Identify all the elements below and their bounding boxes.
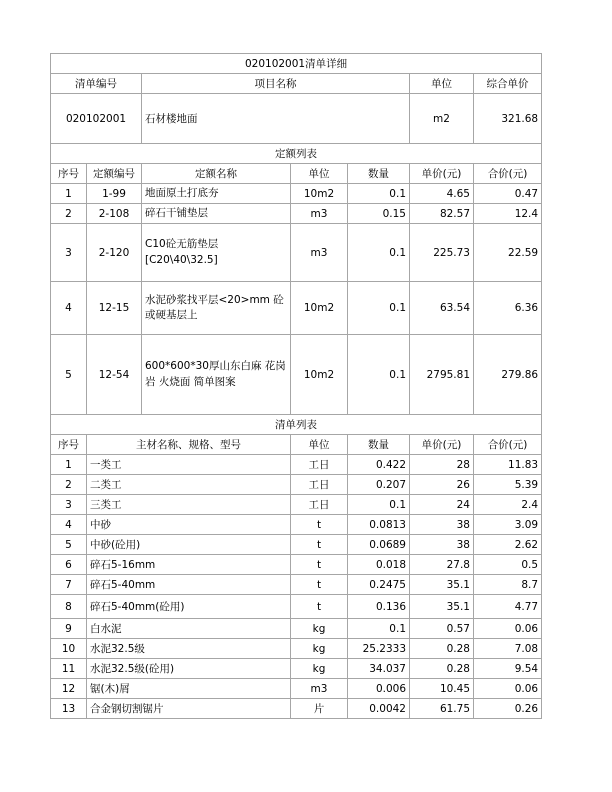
material-row <box>51 495 542 515</box>
materials-header-qty: 数量 <box>348 435 410 455</box>
quota-name: C10砼无筋垫层[C20\40\32.5] <box>142 224 291 282</box>
quota-code: 2-120 <box>87 224 142 282</box>
item-header-row <box>51 74 542 94</box>
material-seq: 8 <box>51 595 87 619</box>
quota-qty: 0.1 <box>348 335 410 415</box>
material-row <box>51 475 542 495</box>
material-row <box>51 555 542 575</box>
quota-unit: 10m2 <box>291 335 348 415</box>
main-table <box>50 53 542 719</box>
materials-header-seq: 序号 <box>51 435 87 455</box>
materials-header-row <box>51 435 542 455</box>
material-seq: 11 <box>51 659 87 679</box>
quota-row <box>51 335 542 415</box>
quota-unit: m3 <box>291 204 348 224</box>
material-total: 5.39 <box>474 475 542 495</box>
quota-price: 82.57 <box>410 204 474 224</box>
material-unit: t <box>291 575 348 595</box>
material-row <box>51 679 542 699</box>
quota-total: 279.86 <box>474 335 542 415</box>
quota-header-unit: 单位 <box>291 164 348 184</box>
material-price: 38 <box>410 535 474 555</box>
material-unit: 工日 <box>291 475 348 495</box>
material-qty: 0.018 <box>348 555 410 575</box>
material-unit: kg <box>291 659 348 679</box>
quota-code: 2-108 <box>87 204 142 224</box>
materials-header-price: 单价(元) <box>410 435 474 455</box>
quota-name: 地面原土打底夯 <box>142 184 291 204</box>
material-total: 2.62 <box>474 535 542 555</box>
quota-code: 12-15 <box>87 282 142 335</box>
material-unit: t <box>291 535 348 555</box>
material-total: 8.7 <box>474 575 542 595</box>
quota-price: 225.73 <box>410 224 474 282</box>
doc-title: 020102001清单详细 <box>51 54 542 74</box>
material-seq: 12 <box>51 679 87 699</box>
material-unit: kg <box>291 639 348 659</box>
material-name: 合金钢切割锯片 <box>87 699 291 719</box>
material-price: 0.28 <box>410 639 474 659</box>
material-price: 24 <box>410 495 474 515</box>
material-name: 水泥32.5级(砼用) <box>87 659 291 679</box>
quota-total: 12.4 <box>474 204 542 224</box>
material-seq: 5 <box>51 535 87 555</box>
material-price: 61.75 <box>410 699 474 719</box>
material-total: 11.83 <box>474 455 542 475</box>
material-row <box>51 455 542 475</box>
col-header-code: 清单编号 <box>51 74 142 94</box>
quota-total: 22.59 <box>474 224 542 282</box>
quota-name: 水泥砂浆找平层<20>mm 砼或硬基层上 <box>142 282 291 335</box>
material-seq: 2 <box>51 475 87 495</box>
material-qty: 0.1 <box>348 619 410 639</box>
item-price: 321.68 <box>474 94 542 144</box>
materials-header-total: 合价(元) <box>474 435 542 455</box>
material-seq: 10 <box>51 639 87 659</box>
material-qty: 0.422 <box>348 455 410 475</box>
material-seq: 9 <box>51 619 87 639</box>
material-name: 二类工 <box>87 475 291 495</box>
material-row <box>51 639 542 659</box>
col-header-unit: 单位 <box>410 74 474 94</box>
quota-header-qty: 数量 <box>348 164 410 184</box>
material-total: 3.09 <box>474 515 542 535</box>
quota-header-row <box>51 164 542 184</box>
quota-total: 0.47 <box>474 184 542 204</box>
material-total: 7.08 <box>474 639 542 659</box>
material-total: 4.77 <box>474 595 542 619</box>
material-seq: 13 <box>51 699 87 719</box>
material-seq: 7 <box>51 575 87 595</box>
material-qty: 0.136 <box>348 595 410 619</box>
quota-row <box>51 204 542 224</box>
materials-header-unit: 单位 <box>291 435 348 455</box>
quota-qty: 0.1 <box>348 224 410 282</box>
quota-total: 6.36 <box>474 282 542 335</box>
item-row <box>51 94 542 144</box>
material-price: 0.57 <box>410 619 474 639</box>
material-qty: 0.1 <box>348 495 410 515</box>
material-row <box>51 575 542 595</box>
material-price: 38 <box>410 515 474 535</box>
quota-code: 1-99 <box>87 184 142 204</box>
quota-title: 定额列表 <box>51 144 542 164</box>
material-unit: 片 <box>291 699 348 719</box>
material-qty: 0.207 <box>348 475 410 495</box>
material-row <box>51 659 542 679</box>
material-unit: t <box>291 555 348 575</box>
quota-qty: 0.15 <box>348 204 410 224</box>
material-name: 白水泥 <box>87 619 291 639</box>
material-name: 水泥32.5级 <box>87 639 291 659</box>
material-name: 碎石5-40mm(砼用) <box>87 595 291 619</box>
quota-name: 碎石干铺垫层 <box>142 204 291 224</box>
material-seq: 1 <box>51 455 87 475</box>
material-row <box>51 535 542 555</box>
material-total: 0.06 <box>474 679 542 699</box>
material-name: 碎石5-16mm <box>87 555 291 575</box>
material-unit: 工日 <box>291 495 348 515</box>
material-price: 26 <box>410 475 474 495</box>
quota-seq: 3 <box>51 224 87 282</box>
materials-title-row <box>51 415 542 435</box>
material-qty: 25.2333 <box>348 639 410 659</box>
material-unit: 工日 <box>291 455 348 475</box>
quota-price: 2795.81 <box>410 335 474 415</box>
material-name: 一类工 <box>87 455 291 475</box>
material-name: 三类工 <box>87 495 291 515</box>
material-name: 中砂 <box>87 515 291 535</box>
quota-title-row <box>51 144 542 164</box>
col-header-price: 综合单价 <box>474 74 542 94</box>
quota-unit: m3 <box>291 224 348 282</box>
quota-seq: 4 <box>51 282 87 335</box>
col-header-name: 项目名称 <box>142 74 410 94</box>
item-code: 020102001 <box>51 94 142 144</box>
quota-name: 600*600*30厚山东白麻 花岗岩 火烧面 简单图案 <box>142 335 291 415</box>
material-total: 0.26 <box>474 699 542 719</box>
quota-seq: 2 <box>51 204 87 224</box>
material-price: 27.8 <box>410 555 474 575</box>
materials-header-name: 主材名称、规格、型号 <box>87 435 291 455</box>
item-unit: m2 <box>410 94 474 144</box>
quota-row <box>51 224 542 282</box>
material-unit: t <box>291 515 348 535</box>
material-unit: m3 <box>291 679 348 699</box>
quota-header-seq: 序号 <box>51 164 87 184</box>
material-price: 35.1 <box>410 575 474 595</box>
material-qty: 0.006 <box>348 679 410 699</box>
materials-title: 清单列表 <box>51 415 542 435</box>
quota-price: 4.65 <box>410 184 474 204</box>
material-total: 9.54 <box>474 659 542 679</box>
material-unit: t <box>291 595 348 619</box>
material-qty: 0.0042 <box>348 699 410 719</box>
material-name: 锯(木)屑 <box>87 679 291 699</box>
material-total: 0.06 <box>474 619 542 639</box>
quota-row <box>51 282 542 335</box>
quota-row <box>51 184 542 204</box>
material-price: 35.1 <box>410 595 474 619</box>
quota-price: 63.54 <box>410 282 474 335</box>
material-row <box>51 699 542 719</box>
material-qty: 0.0689 <box>348 535 410 555</box>
quota-header-price: 单价(元) <box>410 164 474 184</box>
title-row <box>51 54 542 74</box>
material-seq: 4 <box>51 515 87 535</box>
quota-header-code: 定额编号 <box>87 164 142 184</box>
material-price: 28 <box>410 455 474 475</box>
material-name: 中砂(砼用) <box>87 535 291 555</box>
material-price: 0.28 <box>410 659 474 679</box>
material-price: 10.45 <box>410 679 474 699</box>
material-total: 2.4 <box>474 495 542 515</box>
quota-header-name: 定额名称 <box>142 164 291 184</box>
quota-unit: 10m2 <box>291 184 348 204</box>
quota-code: 12-54 <box>87 335 142 415</box>
item-name: 石材楼地面 <box>142 94 410 144</box>
material-name: 碎石5-40mm <box>87 575 291 595</box>
material-row <box>51 619 542 639</box>
material-qty: 34.037 <box>348 659 410 679</box>
quota-seq: 1 <box>51 184 87 204</box>
material-row <box>51 515 542 535</box>
material-total: 0.5 <box>474 555 542 575</box>
quota-seq: 5 <box>51 335 87 415</box>
material-row <box>51 595 542 619</box>
material-seq: 6 <box>51 555 87 575</box>
quota-qty: 0.1 <box>348 184 410 204</box>
material-qty: 0.2475 <box>348 575 410 595</box>
material-qty: 0.0813 <box>348 515 410 535</box>
quota-qty: 0.1 <box>348 282 410 335</box>
quota-unit: 10m2 <box>291 282 348 335</box>
material-unit: kg <box>291 619 348 639</box>
quota-header-total: 合价(元) <box>474 164 542 184</box>
material-seq: 3 <box>51 495 87 515</box>
